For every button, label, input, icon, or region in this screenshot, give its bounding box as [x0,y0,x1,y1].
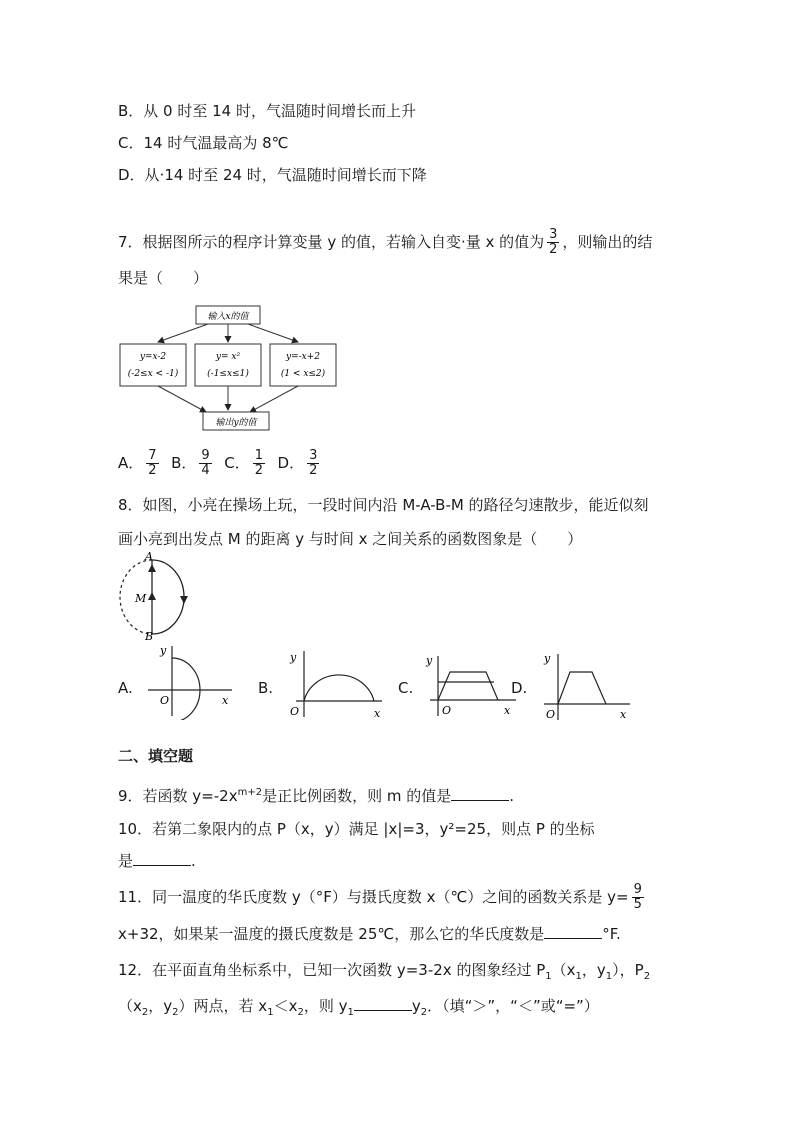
fraction-denominator: 2 [148,463,157,478]
fraction-numerator: 1 [254,448,263,463]
fraction-numerator: 3 [309,448,318,463]
q9-exponent: m+2 [237,787,263,798]
q12-text: ＜x [273,997,298,1015]
q7-option-a-label: A． [118,454,144,472]
q10-text-c: . [191,852,196,870]
q7-stem-line1 [118,226,652,258]
axis-y-label: y [290,651,297,664]
q11-fraction [632,883,644,912]
flow-branch-1 [120,344,186,386]
q7-option-d-label: D． [277,454,305,472]
q12-sub: 1 [545,971,552,982]
q12-sub: 2 [172,1007,179,1018]
flow-branch-2-range: (-1≤x≤1) [207,369,249,379]
q12-text: ）两点，若 x [178,997,268,1015]
fraction-numerator: 3 [549,227,558,242]
q12-line1 [118,960,650,987]
q9-text-a: 9．若函数 y=-2x [118,787,238,805]
flow-branch-1-formula: y=x-2 [139,352,167,362]
q9-text-c: . [509,787,515,805]
axis-origin-label: O [442,704,452,717]
q12-text: （x [551,961,576,979]
q10-line2 [118,851,196,871]
q12-line2 [118,996,599,1023]
q8-option-d-graph [534,648,634,722]
q8-option-c-graph [420,650,520,720]
q12-sub: 1 [605,971,613,982]
q12-sub: 2 [643,971,651,982]
axis-y-label: y [426,654,433,667]
fraction-numerator: 9 [633,882,642,897]
q9-line [118,783,514,806]
q11-text-b: x+32，如果某一温度的摄氏度数是 25℃，那么它的华氏度数是 [118,925,545,943]
q12-sub: 1 [347,1007,354,1018]
q10-text-b: 是 [118,852,134,870]
fraction-denominator: 2 [254,463,263,478]
q7-option-d-frac [307,449,319,478]
q10-line1: 10．若第二象限内的点 P（x，y）满足 |x|=3，y²=25，则点 P 的坐标 [118,820,595,838]
q6-option-b: B．从 0 时至 14 时，气温随时间增长而上升 [118,102,416,120]
q7-option-c-frac [253,449,265,478]
fraction-denominator: 4 [201,463,210,478]
q8-stem-line2: 画小亮到出发点 M 的距离 y 与时间 x 之间关系的函数图象是（ ） [118,530,583,548]
q12-sub: 1 [575,971,582,982]
q11-text-c: °F. [602,925,621,943]
q12-text: ，y [581,961,606,979]
q7-option-a-frac [146,449,158,478]
q12-text: ），P [612,961,644,979]
axis-x-label: x [620,708,627,721]
q10-answer-blank[interactable] [133,851,191,866]
q12-sub: 2 [141,1007,149,1018]
q8-option-c-label: C. [398,679,414,697]
figure-label-a: A [145,552,153,563]
q7-option-c-label: C． [224,454,250,472]
q8-option-a-label: A. [118,679,133,697]
q9-text-b: 是正比例函数，则 m 的值是 [262,787,452,805]
q11-line2 [118,924,621,944]
q7-option-b-label: B． [171,454,197,472]
q7-stem-text-2: ，则输出的结 [562,233,653,251]
q12-sub: 1 [267,1007,274,1018]
q6-option-d: D．从·14 时至 24 时，气温随时间增长而下降 [118,166,427,184]
q12-text: （x [118,997,142,1015]
q8-option-b-label: B. [258,679,274,697]
q8-path-figure [118,552,198,640]
axis-x-label: x [374,707,381,720]
axis-y-label: y [544,652,551,665]
q8-option-d-label: D. [511,679,528,697]
q11-line1 [118,880,647,914]
fraction-denominator: 2 [309,463,318,478]
axis-x-label: x [504,704,511,717]
q12-text: ．（填“＞”，“＜”或“=”） [427,997,599,1015]
q7-flowchart [118,302,338,434]
section-fill-in-title: 二、填空题 [118,747,194,765]
q9-answer-blank[interactable] [451,786,509,801]
flow-branch-3-formula: y=-x+2 [285,352,321,362]
q7-stem-text: 7．根据图所示的程序计算变量 y 的值，若输入自变·量 x 的值为 [118,233,545,251]
q7-fraction [547,228,559,257]
q7-option-b-frac [199,449,211,478]
flow-input-label: 输入x的值 [207,312,249,322]
axis-y-label: y [160,644,167,657]
q12-answer-blank[interactable] [354,996,412,1011]
flow-output-label: 输出y的值 [215,418,257,428]
fraction-denominator: 5 [633,897,642,912]
q12-text: ，则 y [303,997,348,1015]
axis-origin-label: O [546,708,556,721]
figure-label-m: M [135,592,147,605]
fraction-numerator: 9 [201,448,210,463]
q12-text: ，y [148,997,173,1015]
q8-stem-line1: 8．如图，小亮在操场上玩，一段时间内沿 M-A-B-M 的路径匀速散步，能近似刻 [118,496,649,514]
q11-answer-blank[interactable] [544,924,602,939]
axis-origin-label: O [290,705,300,718]
q11-text-a: 11．同一温度的华氏度数 y（°F）与摄氏度数 x（℃）之间的函数关系是 y= [118,888,629,906]
flow-branch-3 [270,344,336,386]
figure-label-b: B [145,630,154,640]
q12-text: y [411,997,421,1015]
axis-x-label: x [222,694,229,707]
q12-sub: 2 [297,1007,304,1018]
fraction-denominator: 2 [549,242,558,257]
flow-branch-1-range: (-2≤x < -1) [127,369,179,379]
flow-branch-3-range: (1 < x≤2) [280,369,326,379]
fraction-numerator: 7 [148,448,157,463]
q6-option-c: C．14 时气温最高为 8℃ [118,134,289,152]
q12-text: 12．在平面直角坐标系中，已知一次函数 y=3-2x 的图象经过 P [118,961,546,979]
q8-option-b-graph [282,645,388,721]
axis-origin-label: O [160,694,170,707]
q8-option-a-graph [142,640,238,720]
q7-stem-line2: 果是（ ） [118,269,209,287]
flow-branch-2 [195,344,261,386]
q7-options [118,446,322,480]
q12-sub: 2 [420,1007,428,1018]
flow-branch-2-formula: y= x² [215,352,241,362]
